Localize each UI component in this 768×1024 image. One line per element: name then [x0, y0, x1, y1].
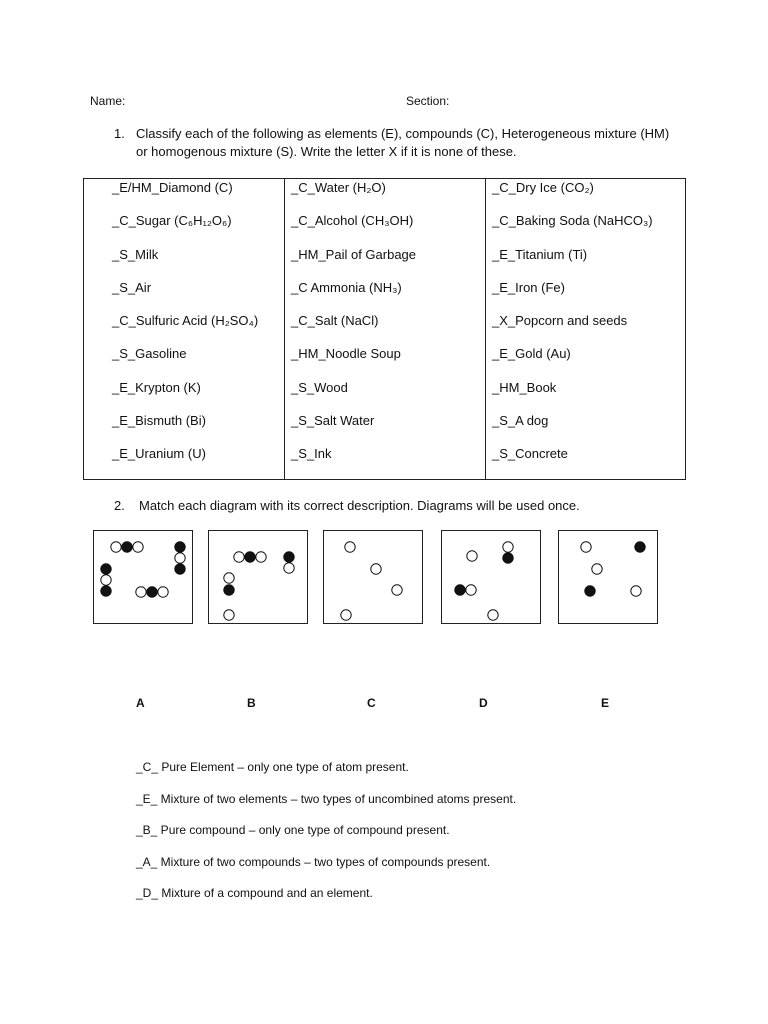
answer-line-1: _C_ Pure Element – only one type of atom present. — [136, 760, 409, 774]
white-atom — [341, 610, 351, 620]
name-label: Name: — [90, 94, 126, 108]
white-atom — [158, 587, 168, 597]
black-atom — [147, 587, 157, 597]
answer-line-5: _D_ Mixture of a compound and an element. — [136, 886, 373, 900]
black-atom — [284, 552, 294, 562]
diagram-d-atoms — [442, 531, 542, 625]
section-label: Section: — [406, 94, 450, 108]
table-cell: _C_Baking Soda (NaHCO₃) — [492, 213, 653, 229]
table-cell: _E_Bismuth (Bi) — [112, 413, 206, 429]
white-atom — [224, 573, 234, 583]
table-column-1 — [84, 179, 285, 480]
diagram-label-e: E — [601, 696, 610, 710]
white-atom — [175, 553, 185, 563]
white-atom — [503, 542, 513, 552]
table-cell: _C_Salt (NaCl) — [291, 313, 379, 329]
answer-line-4: _A_ Mixture of two compounds – two types of compounds present. — [136, 855, 491, 869]
white-atom — [224, 610, 234, 620]
question-2 — [0, 497, 768, 517]
diagram-b — [208, 530, 308, 624]
answer-line-2: _E_ Mixture of two elements – two types of uncombined atoms present. — [136, 792, 517, 806]
diagram-label-c: C — [367, 696, 376, 710]
black-atom — [585, 586, 595, 596]
question-1 — [0, 125, 768, 165]
black-atom — [101, 586, 111, 596]
question-2-text: Match each diagram with its correct description. Diagrams will be used once. — [139, 498, 580, 513]
white-atom — [581, 542, 591, 552]
table-cell: _C_Sulfuric Acid (H₂SO₄) — [112, 313, 259, 329]
table-cell: _S_Wood — [291, 379, 348, 395]
diagram-label-d: D — [479, 696, 488, 710]
table-column-3 — [486, 179, 686, 480]
black-atom — [101, 564, 111, 574]
table-cell: _E_Uranium (U) — [112, 446, 206, 462]
white-atom — [345, 542, 355, 552]
table-cell: _C Ammonia (NH₃) — [291, 279, 402, 295]
table-cell: _S_Air — [112, 279, 152, 295]
table-cell: _C_Dry Ice (CO₂) — [492, 180, 594, 195]
white-atom — [592, 564, 602, 574]
black-atom — [503, 553, 513, 563]
white-atom — [111, 542, 121, 552]
white-atom — [284, 563, 294, 573]
table-cell: _E_Krypton (K) — [112, 379, 201, 395]
white-atom — [466, 585, 476, 595]
question-1-number: 1. — [114, 126, 125, 141]
diagram-label-a: A — [136, 696, 145, 710]
diagram-e — [558, 530, 658, 624]
white-atom — [136, 587, 146, 597]
white-atom — [467, 551, 477, 561]
table-cell: _HM_Noodle Soup — [291, 346, 401, 362]
diagram-d — [441, 530, 541, 624]
table-cell: _HM_Pail of Garbage — [291, 246, 417, 262]
table-cell: _S_Salt Water — [291, 413, 375, 429]
table-cell: _HM_Book — [492, 379, 557, 395]
black-atom — [455, 585, 465, 595]
black-atom — [635, 542, 645, 552]
diagram-c — [323, 530, 423, 624]
question-2-number: 2. — [114, 498, 125, 513]
black-atom — [175, 564, 185, 574]
diagram-a — [93, 530, 193, 624]
white-atom — [256, 552, 266, 562]
classification-table — [83, 178, 686, 480]
table-cell: _C_Sugar (C₆H₁₂O₆) — [112, 213, 232, 229]
black-atom — [175, 542, 185, 552]
diagram-e-atoms — [559, 531, 659, 625]
table-cell: _S_A dog — [492, 413, 549, 429]
black-atom — [122, 542, 132, 552]
table-cell: _E_Gold (Au) — [492, 346, 571, 362]
table-cell: _E_Iron (Fe) — [492, 279, 565, 295]
table-cell: _S_Milk — [112, 246, 159, 262]
table-cell: _X_Popcorn and seeds — [492, 313, 628, 329]
black-atom — [224, 585, 234, 595]
white-atom — [133, 542, 143, 552]
question-1-text: Classify each of the following as elements (E), compounds (C), Heterogeneous mixture (HM) or homogenous mixture (S). Write the letter X if it is none of these. — [136, 126, 670, 159]
white-atom — [371, 564, 381, 574]
white-atom — [234, 552, 244, 562]
diagram-c-atoms — [324, 531, 424, 625]
table-cell: _E_Titanium (Ti) — [492, 246, 588, 262]
table-column-2 — [285, 179, 486, 480]
table-cell: _C_Water (H₂O) — [291, 180, 386, 195]
table-cell: _S_Gasoline — [112, 346, 187, 362]
table-cell: _S_Ink — [291, 446, 332, 462]
white-atom — [392, 585, 402, 595]
table-cell: _C_Alcohol (CH₃OH) — [291, 213, 414, 229]
diagram-b-atoms — [209, 531, 309, 625]
white-atom — [101, 575, 111, 585]
diagram-label-b: B — [247, 696, 256, 710]
diagram-a-atoms — [94, 531, 194, 625]
white-atom — [488, 610, 498, 620]
answer-line-3: _B_ Pure compound – only one type of compound present. — [136, 823, 450, 837]
white-atom — [631, 586, 641, 596]
black-atom — [245, 552, 255, 562]
table-cell: _S_Concrete — [492, 446, 568, 462]
table-cell: _E/HM_Diamond (C) — [112, 180, 233, 195]
